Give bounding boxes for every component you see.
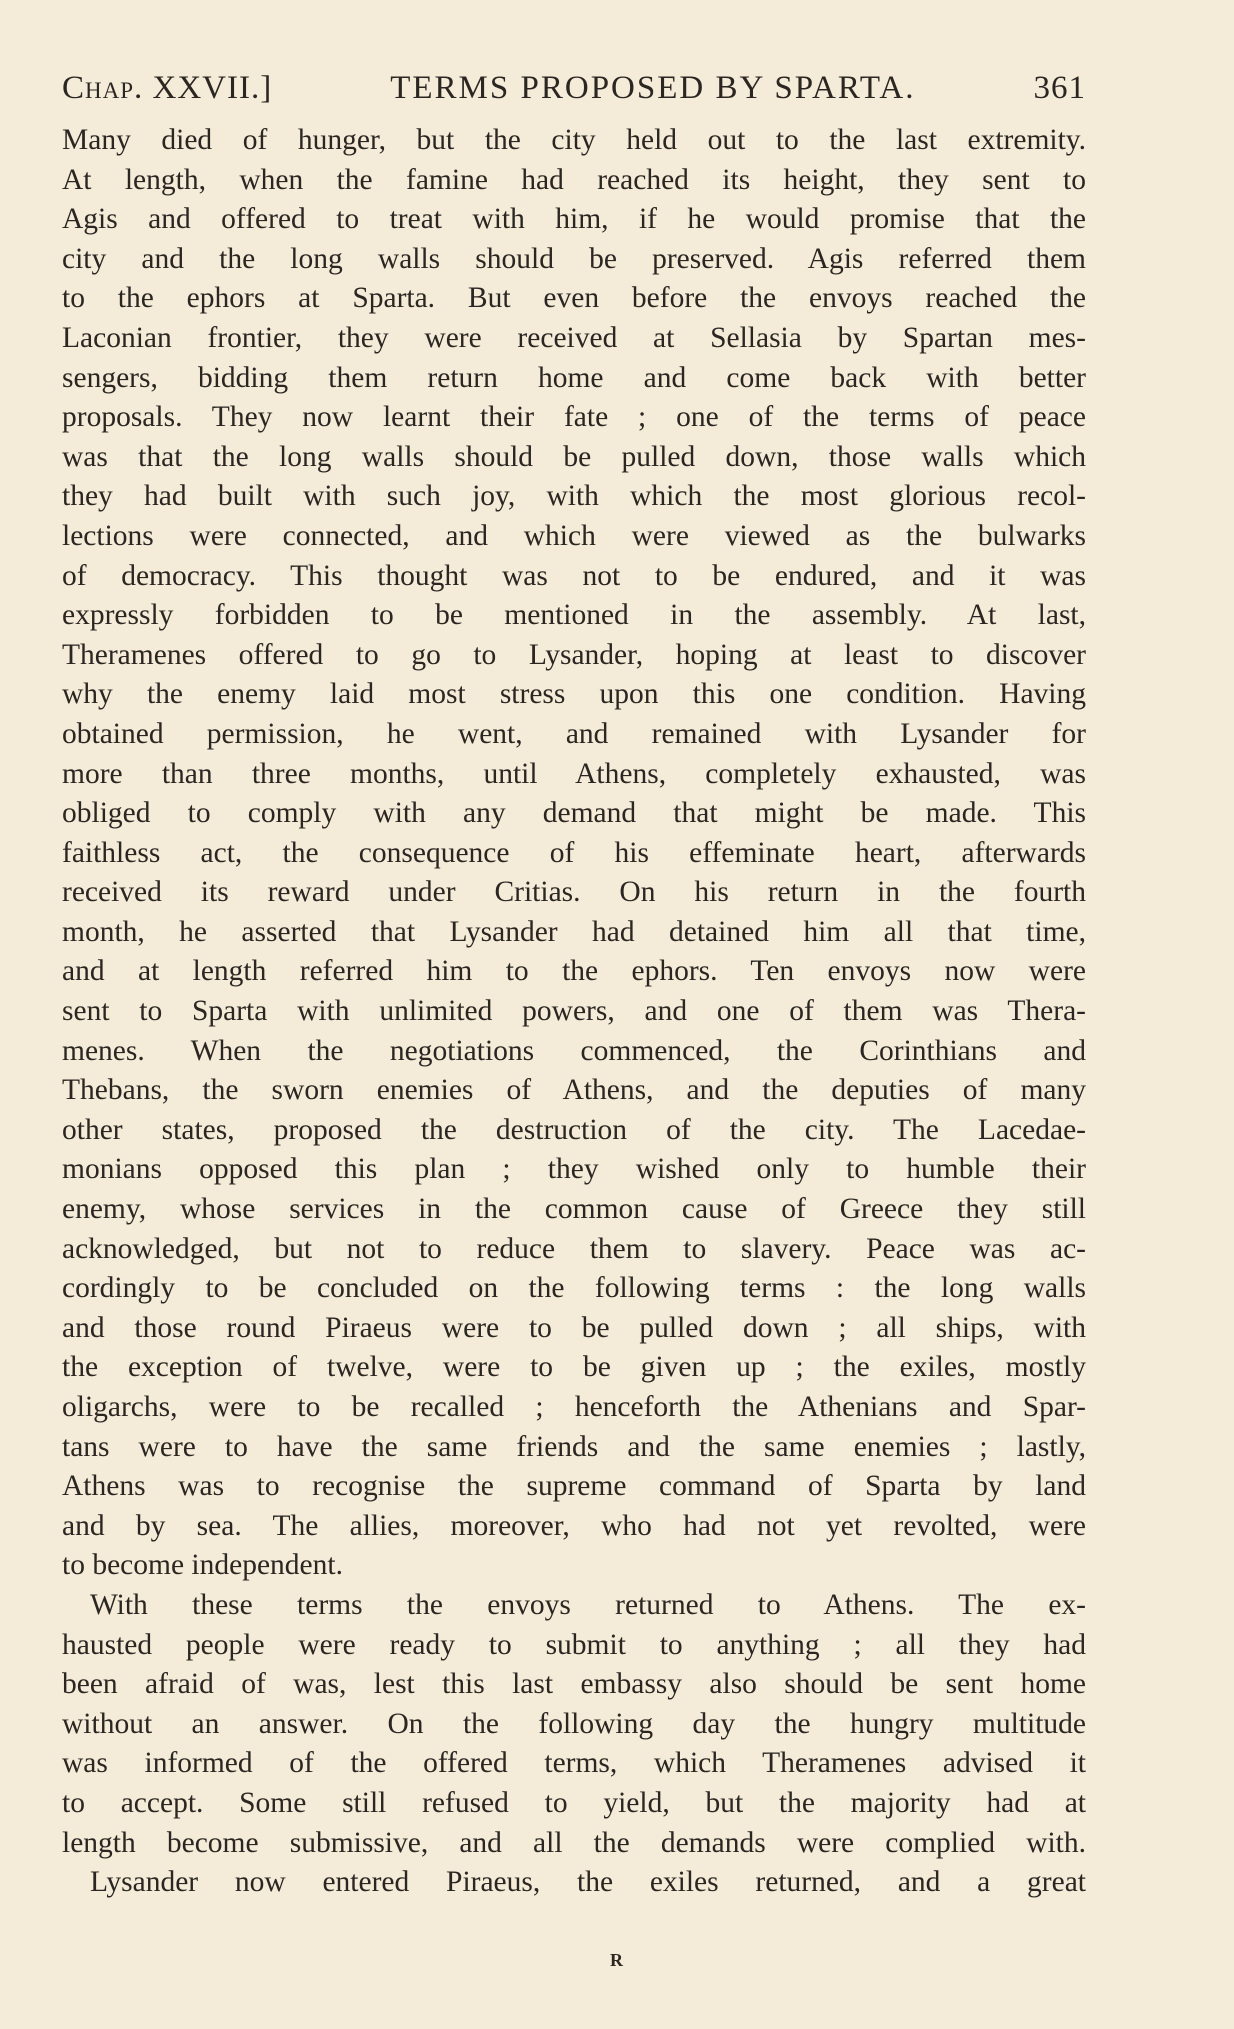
text-line: proposals. They now learnt their fate ; one of the terms of peace <box>62 401 1086 434</box>
text-line: tans were to have the same friends and the same enemies ; lastly, <box>62 1430 1086 1463</box>
text-line: to accept. Some still refused to yield, but the majority had at <box>62 1786 1086 1819</box>
text-line: Lysander now entered Piraeus, the exiles returned, and a great <box>90 1866 1086 1899</box>
text-line: length become submissive, and all the demands were complied with. <box>62 1826 1086 1859</box>
text-line: to become independent. <box>62 1549 343 1582</box>
signature-mark: R <box>610 1950 624 1970</box>
text-line: of democracy. This thought was not to be endured, and it was <box>62 559 1086 592</box>
text-line: why the enemy laid most stress upon this one condition. Having <box>62 678 1086 711</box>
text-line: they had built with such joy, with which the most glorious recol- <box>62 480 1086 513</box>
text-line: With these terms the envoys returned to Athens. The ex- <box>90 1588 1086 1621</box>
text-line: been afraid of was, lest this last embassy also should be sent home <box>62 1668 1086 1701</box>
text-line: acknowledged, but not to reduce them to slavery. Peace was ac- <box>62 1232 1086 1265</box>
text-line: monians opposed this plan ; they wished only to humble their <box>62 1153 1086 1186</box>
text-line: Athens was to recognise the supreme command of Sparta by land <box>62 1470 1086 1503</box>
text-line: the exception of twelve, were to be given up ; the exiles, mostly <box>62 1351 1086 1384</box>
chapter-label: Chap. XXVII.] <box>62 70 273 106</box>
text-line: hausted people were ready to submit to anything ; all they had <box>62 1628 1086 1661</box>
text-line: faithless act, the consequence of his effeminate heart, afterwards <box>62 836 1086 869</box>
text-line: city and the long walls should be preserved. Agis referred them <box>62 242 1086 275</box>
text-line: and by sea. The allies, moreover, who had not yet revolted, were <box>62 1509 1086 1542</box>
text-line: obliged to comply with any demand that might be made. This <box>62 797 1086 830</box>
text-line: to the ephors at Sparta. But even before the envoys reached the <box>62 282 1086 315</box>
text-line: At length, when the famine had reached its height, they sent to <box>62 163 1086 196</box>
text-line: expressly forbidden to be mentioned in the assembly. At last, <box>62 599 1086 632</box>
text-line: more than three months, until Athens, completely exhausted, was <box>62 757 1086 790</box>
text-line: obtained permission, he went, and remained with Lysander for <box>62 717 1086 750</box>
text-line: and those round Piraeus were to be pulled down ; all ships, with <box>62 1311 1086 1344</box>
text-line: was that the long walls should be pulled down, those walls which <box>62 440 1086 473</box>
text-line: Thebans, the sworn enemies of Athens, and the deputies of many <box>62 1074 1086 1107</box>
text-line: Laconian frontier, they were received at Sellasia by Spartan mes- <box>62 321 1086 354</box>
text-line: menes. When the negotiations commenced, the Corinthians and <box>62 1034 1086 1067</box>
text-line: Theramenes offered to go to Lysander, hoping at least to discover <box>62 638 1086 671</box>
text-line: and at length referred him to the ephors. Ten envoys now were <box>62 955 1086 988</box>
text-line: cordingly to be concluded on the following terms : the long walls <box>62 1272 1086 1305</box>
text-line: was informed of the offered terms, which Theramenes advised it <box>62 1747 1086 1780</box>
text-line: received its reward under Critias. On his return in the fourth <box>62 876 1086 909</box>
text-line: without an answer. On the following day the hungry multitude <box>62 1707 1086 1740</box>
text-line: other states, proposed the destruction of the city. The Lacedae- <box>62 1113 1086 1146</box>
text-line: lections were connected, and which were viewed as the bulwarks <box>62 519 1086 552</box>
text-line: sengers, bidding them return home and come back with better <box>62 361 1086 394</box>
book-page <box>62 70 1086 1903</box>
text-line: Many died of hunger, but the city held out to the last extremity. <box>62 124 1086 156</box>
page-title: TERMS PROPOSED BY SPARTA. <box>390 70 916 106</box>
text-line: sent to Sparta with unlimited powers, and one of them was Thera- <box>62 995 1086 1028</box>
text-line: Agis and offered to treat with him, if he would promise that the <box>62 203 1086 236</box>
body-text <box>62 121 1086 1903</box>
page-number: 361 <box>1033 70 1086 106</box>
text-line: enemy, whose services in the common cause of Greece they still <box>62 1193 1086 1226</box>
text-line: month, he asserted that Lysander had detained him all that time, <box>62 915 1086 948</box>
running-header <box>62 70 1086 107</box>
text-line: oligarchs, were to be recalled ; henceforth the Athenians and Spar- <box>62 1391 1086 1423</box>
